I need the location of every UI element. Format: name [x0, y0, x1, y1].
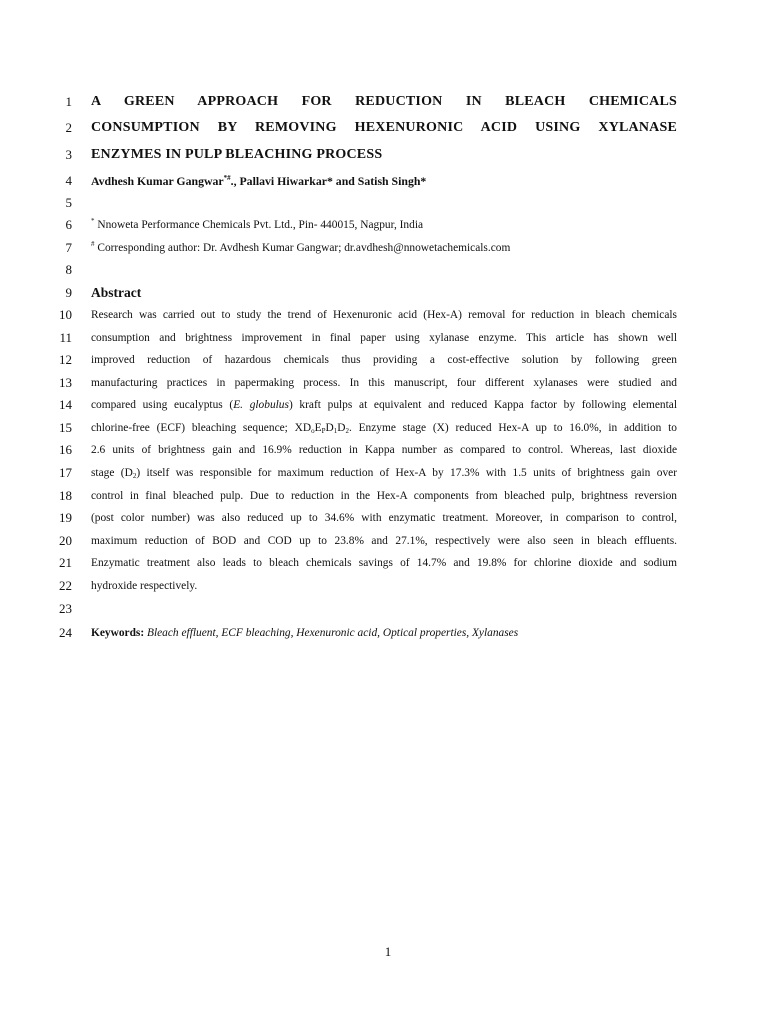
manuscript-line — [0, 622, 768, 644]
line-number: 7 — [65, 240, 72, 255]
manuscript-line — [0, 259, 768, 281]
abstract-line: 2.6 units of brightness gain and 16.9% reduction in Kappa number as compared to control. Whereas, last dioxide — [91, 444, 677, 456]
author-marks: *# — [223, 174, 231, 182]
title-line-2: CONSUMPTION BY REMOVING HEXENURONIC ACID USING XYLANASE — [91, 120, 677, 135]
manuscript-line — [0, 144, 768, 166]
manuscript-line — [0, 237, 768, 259]
line-number: 8 — [65, 262, 72, 277]
page-number: 1 — [384, 944, 392, 959]
corresponding-text: Corresponding author: Dr. Avdhesh Kumar Gangwar; dr.avdhesh@nnowetachemicals.com — [94, 242, 511, 254]
manuscript-line — [0, 192, 768, 214]
manuscript-line — [0, 372, 768, 394]
text-run: D — [337, 422, 346, 434]
line-number: 15 — [59, 420, 72, 435]
line-number: 16 — [59, 442, 72, 457]
text-run: ) kraft pulps at equivalent and reduced Kappa factor by following elemental — [288, 399, 677, 411]
author-name: ., Pallavi Hiwarkar* and Satish Singh* — [230, 174, 427, 188]
manuscript-line — [0, 117, 768, 139]
line-number: 4 — [65, 173, 72, 188]
abstract-line — [91, 462, 677, 484]
manuscript-line — [0, 282, 768, 304]
title-line-1: A GREEN APPROACH FOR REDUCTION IN BLEACH CHEMICALS — [91, 94, 677, 109]
line-number: 11 — [59, 330, 72, 345]
manuscript-line — [0, 327, 768, 349]
manuscript-line — [0, 552, 768, 574]
manuscript-line — [0, 575, 768, 597]
manuscript-line — [0, 439, 768, 461]
abstract-line: (post color number) was also reduced up to 34.6% with enzymatic treatment. Moreover, in comparison to control, — [91, 512, 677, 524]
abstract-line: improved reduction of hazardous chemicals thus providing a cost-effective solution by following green — [91, 354, 677, 366]
manuscript-line — [0, 417, 768, 439]
text-run: ) itself was responsible for maximum reduction of Hex-A by 17.3% with 1.5 units of brightness gain over — [136, 467, 677, 479]
abstract-line: hydroxide respectively. — [91, 580, 198, 592]
text-run: compared using eucalyptus ( — [91, 399, 234, 411]
line-number: 23 — [59, 601, 72, 616]
manuscript-line — [0, 91, 768, 113]
manuscript-line — [0, 304, 768, 326]
manuscript-line — [0, 170, 768, 192]
affiliation-text: Nnoweta Performance Chemicals Pvt. Ltd., Pin- 440015, Nagpur, India — [94, 219, 424, 231]
line-number: 2 — [65, 120, 72, 135]
author-list — [91, 170, 677, 192]
text-run: stage (D — [91, 467, 133, 479]
title-line-3: ENZYMES IN PULP BLEACHING PROCESS — [91, 147, 383, 162]
corresponding-mark: # — [91, 240, 95, 248]
line-number: 10 — [59, 307, 72, 322]
line-number: 24 — [59, 625, 72, 640]
line-number: 5 — [65, 195, 72, 210]
keywords-label: Keywords: — [91, 627, 145, 639]
line-number: 19 — [59, 510, 72, 525]
line-number: 13 — [59, 375, 72, 390]
line-number: 21 — [59, 555, 72, 570]
abstract-line — [91, 394, 677, 416]
subscript: o — [311, 427, 315, 435]
manuscript-line — [0, 214, 768, 236]
subscript: 2 — [132, 472, 137, 480]
line-number: 20 — [59, 533, 72, 548]
abstract-line — [91, 417, 677, 439]
abstract-heading: Abstract — [91, 285, 142, 300]
line-number: 22 — [59, 578, 72, 593]
affiliation-mark: * — [91, 217, 95, 225]
line-number: 18 — [59, 488, 72, 503]
manuscript-line — [0, 598, 768, 620]
abstract-line: Research was carried out to study the trend of Hexenuronic acid (Hex-A) removal for reduction in bleach chemicals — [91, 309, 677, 321]
abstract-line: control in final bleached pulp. Due to reduction in the Hex-A components from bleached pulp, brightness reversion — [91, 490, 677, 502]
manuscript-line — [0, 394, 768, 416]
line-number: 6 — [65, 217, 72, 232]
abstract-line: maximum reduction of BOD and COD up to 23.8% and 27.1%, respectively were also seen in bleach effluents. — [91, 535, 677, 547]
species-name: E. globulus — [233, 399, 289, 411]
manuscript-line — [0, 462, 768, 484]
manuscript-line — [0, 530, 768, 552]
text-run: E — [314, 422, 322, 434]
line-number: 17 — [59, 465, 72, 480]
line-number: 14 — [59, 397, 72, 412]
affiliation — [91, 214, 677, 236]
corresponding-author — [91, 237, 677, 259]
manuscript-line — [0, 507, 768, 529]
manuscript-line — [0, 485, 768, 507]
line-number: 9 — [65, 285, 72, 300]
abstract-line: consumption and brightness improvement in final paper using xylanase enzyme. This article has shown well — [91, 332, 677, 344]
text-run: D — [325, 422, 334, 434]
line-number: 1 — [65, 94, 72, 109]
text-run: . Enzyme stage (X) reduced Hex-A up to 16.0%, in addition to — [348, 422, 677, 434]
line-number: 12 — [59, 352, 72, 367]
keywords-text: Bleach effluent, ECF bleaching, Hexenuronic acid, Optical properties, Xylanases — [144, 627, 519, 639]
manuscript-line — [0, 349, 768, 371]
abstract-line: Enzymatic treatment also leads to bleach chemicals savings of 14.7% and 19.8% for chlorine dioxide and sodium — [91, 557, 677, 569]
subscript: P — [321, 427, 326, 435]
line-number: 3 — [65, 147, 72, 162]
subscript: 1 — [333, 427, 338, 435]
keywords — [91, 622, 677, 644]
text-run: chlorine-free (ECF) bleaching sequence; XD — [91, 422, 312, 434]
author-name: Avdhesh Kumar Gangwar — [91, 174, 224, 188]
abstract-line: manufacturing practices in papermaking process. In this manuscript, four different xylanases were studied and — [91, 377, 677, 389]
subscript: 2 — [345, 427, 349, 435]
